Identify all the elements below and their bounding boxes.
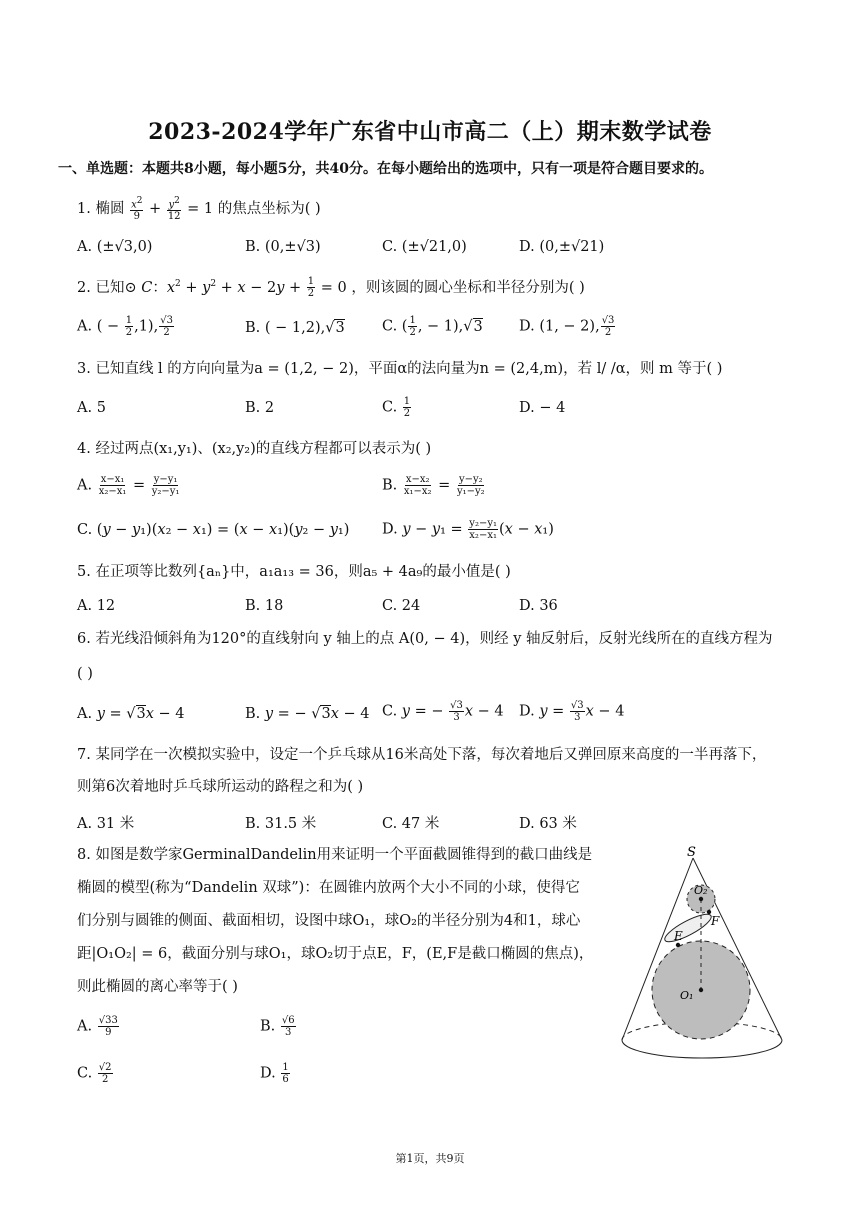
q6-option-d[interactable]: D. y = $\frac{√3}{3}$ x − 4 [519, 700, 625, 723]
label-o2: O₂ [694, 884, 708, 897]
question-8-line3: 们分别与圆锥的侧面、截面相切，设图中球O₁，球O₂的半径分别为4和1，球心 [77, 913, 581, 929]
section-header: 一、单选题：本题共8小题，每小题5分，共40分。在每小题给出的选项中，只有一项是符合题目要求的。 [58, 161, 713, 177]
q4-option-d[interactable]: D. y − y₁ = $\frac{\text{y₂−y₁}}{\text{x₂−x₁}}$ (x − x₁) [382, 518, 554, 541]
question-1-prefix: 1. 椭圆 [77, 201, 125, 217]
q8-option-c[interactable]: C. $\frac{√2}{2}$ [77, 1062, 112, 1085]
q7-option-b[interactable]: B. 31.5 米 [245, 816, 317, 832]
q8-option-d[interactable]: D. $\frac{1}{6}$ [260, 1062, 289, 1085]
q3-option-d[interactable]: D. − 4 [519, 400, 566, 416]
point-o2 [699, 897, 703, 901]
q1-option-c[interactable]: C. (±√21,0) [382, 239, 467, 255]
point-e [676, 943, 680, 947]
q6-option-b[interactable]: B. y = − √3x − 4 [245, 706, 370, 722]
page-title: 2023-2024学年广东省中山市高二（上）期末数学试卷 [148, 119, 712, 145]
question-1: 1. 椭圆 $\frac{x2}{9}$ + $\frac{y2}{12}$ = 1 的焦点坐标为( ) [77, 195, 321, 223]
q1-option-d[interactable]: D. (0,±√21) [519, 239, 605, 255]
q1-option-a[interactable]: A. (±√3,0) [77, 239, 153, 255]
q3-option-b[interactable]: B. 2 [245, 400, 275, 416]
q5-option-d[interactable]: D. 36 [519, 598, 558, 614]
dandelin-spheres-figure [612, 840, 792, 1075]
q3-option-a[interactable]: A. 5 [77, 400, 106, 416]
q5-option-a[interactable]: A. 12 [77, 598, 116, 614]
q4-option-a[interactable]: A. $\frac{\text{x−x₁}}{\text{x₂−x₁}}$ = $\frac{\text{y−y₁}}{\text{y₂−y₁}}$ [77, 474, 180, 497]
q8-option-b[interactable]: B. $\frac{√6}{3}$ [260, 1015, 295, 1038]
point-o1 [699, 988, 703, 992]
cone-base-front [622, 1040, 782, 1058]
q5-option-b[interactable]: B. 18 [245, 598, 284, 614]
q4-option-b[interactable]: B. $\frac{\text{x−x₂}}{\text{x₁−x₂}}$ = $\frac{\text{y−y₂}}{\text{y₁−y₂}}$ [382, 474, 485, 497]
page-footer: 第1页，共9页 [395, 1152, 465, 1165]
q7-option-d[interactable]: D. 63 米 [519, 816, 577, 832]
label-s: S [687, 845, 696, 860]
question-7-line2: 则第6次着地时乒乓球所运动的路程之和为( ) [77, 779, 364, 795]
q4-option-c[interactable]: C. (y − y₁)(x₂ − x₁) = (x − x₁)(y₂ − y₁) [77, 522, 350, 538]
question-6-line2: ( ) [77, 666, 93, 682]
q2-option-b[interactable]: B. ( − 1,2),√3 [245, 320, 345, 336]
q6-option-c[interactable]: C. y = − $\frac{√3}{3}$ x − 4 [382, 700, 504, 723]
question-1-suffix: 的焦点坐标为( ) [217, 201, 321, 217]
question-5: 5. 在正项等比数列{aₙ}中，a₁a₁₃ = 36，则a₅ + 4a₉的最小值是( ) [77, 564, 511, 580]
q1-option-b[interactable]: B. (0,±√3) [245, 239, 321, 255]
q2-option-c[interactable]: C. ( $\frac{1}{2}$ , − 1),√3 [382, 315, 483, 338]
q7-option-c[interactable]: C. 47 米 [382, 816, 440, 832]
question-7-line1: 7. 某同学在一次模拟实验中，设定一个乒乓球从16米高处下落，每次着地后又弹回原来高度的一半再落下， [77, 747, 767, 763]
q2-option-a[interactable]: A. ( − $\frac{1}{2}$ ,1), $\frac{√3}{2}$ [77, 315, 173, 338]
question-8-line1: 8. 如图是数学家GerminalDandelin用来证明一个平面截圆锥得到的截口曲线是 [77, 847, 593, 863]
label-f: F [711, 914, 720, 928]
question-6-line1: 6. 若光线沿倾斜角为120°的直线射向 y 轴上的点 A(0, − 4)，则经 y 轴反射后，反射光线所在的直线方程为 [77, 631, 773, 647]
question-3: 3. 已知直线 l 的方向向量为a = (1,2, − 2)，平面α的法向量为n = (2,4,m)，若 l/ /α，则 m 等于( ) [77, 361, 723, 377]
q7-option-a[interactable]: A. 31 米 [77, 816, 135, 832]
question-2: 2. 已知⊙ C：$x^2 + y^2 + x - 2y$ + $\frac{1}{2}$ = 0 ，则该圆的圆心坐标和半径分别为( ) [77, 276, 585, 300]
q5-option-c[interactable]: C. 24 [382, 598, 421, 614]
q8-option-a[interactable]: A. $\frac{√33}{9}$ [77, 1015, 118, 1038]
q3-option-c[interactable]: C. $\frac{1}{2}$ [382, 396, 411, 419]
label-e: E [674, 929, 683, 943]
q2-option-d[interactable]: D. (1, − 2), $\frac{√3}{2}$ [519, 315, 615, 338]
question-8-line5: 则此椭圆的离心率等于( ) [77, 979, 238, 995]
question-4: 4. 经过两点(x₁,y₁)、(x₂,y₂)的直线方程都可以表示为( ) [77, 441, 432, 457]
label-o1: O₁ [680, 989, 694, 1002]
question-8-line2: 椭圆的模型(称为“Dandelin 双球”)：在圆锥内放两个大小不同的小球，使得它 [77, 880, 580, 896]
question-8-line4: 距|O₁O₂| = 6，截面分别与球O₁，球O₂切于点E，F，(E,F是截口椭圆的焦点)， [77, 946, 594, 962]
q6-option-a[interactable]: A. y = √3x − 4 [77, 706, 185, 722]
